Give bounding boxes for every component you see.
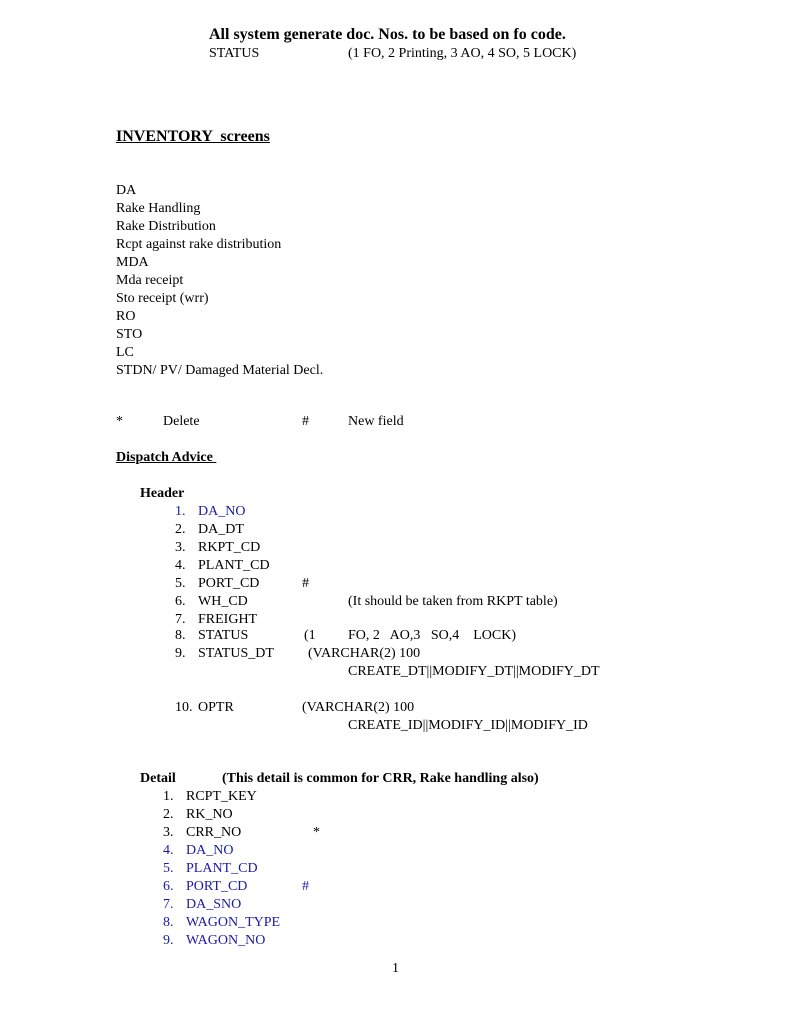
status-values: (1 FO, 2 Printing, 3 AO, 4 SO, 5 LOCK)	[348, 46, 577, 61]
field-number: 3.	[163, 825, 174, 840]
field-name: RCPT_KEY	[186, 789, 257, 804]
field-name: RK_NO	[186, 807, 233, 822]
field-name: PLANT_CD	[186, 861, 258, 876]
field-name-status: STATUS	[198, 628, 249, 643]
inventory-screen-item: Sto receipt (wrr)	[116, 291, 209, 306]
detail-section-label: Detail	[140, 771, 176, 786]
inventory-screen-item: RO	[116, 309, 136, 324]
delete-label: Delete	[163, 414, 200, 429]
header-section-label: Header	[140, 486, 185, 501]
field-number: 2.	[175, 522, 186, 537]
field-number: 7.	[163, 897, 174, 912]
field-name: FREIGHT	[198, 612, 258, 627]
new-field-symbol: #	[302, 414, 309, 429]
field-number: 7.	[175, 612, 186, 627]
field-name: CRR_NO	[186, 825, 242, 840]
field-name: PORT_CD	[198, 576, 260, 591]
field-number: 1.	[175, 504, 186, 519]
delete-marker: *	[313, 825, 320, 840]
field-name: DA_SNO	[186, 897, 242, 912]
inventory-screen-item: DA	[116, 183, 137, 198]
new-field-marker: #	[302, 879, 309, 894]
field-name: DA_DT	[198, 522, 244, 537]
inventory-screen-item: LC	[116, 345, 134, 360]
new-field-label: New field	[348, 414, 404, 429]
field-number: 8.	[175, 628, 186, 643]
field-name: DA_NO	[186, 843, 234, 858]
field-number: 4.	[175, 558, 186, 573]
detail-note: (This detail is common for CRR, Rake handling also)	[222, 771, 539, 786]
inventory-heading: INVENTORY screens	[116, 128, 270, 145]
new-field-marker: #	[302, 576, 309, 591]
field-number: 1.	[163, 789, 174, 804]
status-dt-type: (VARCHAR(2) 100	[308, 646, 421, 661]
field-number: 10.	[175, 700, 193, 715]
status-open: (1	[304, 628, 316, 643]
inventory-screen-item: STDN/ PV/ Damaged Material Decl.	[116, 363, 324, 378]
inventory-screen-item: Rcpt against rake distribution	[116, 237, 282, 252]
status-values-detail: FO, 2 AO,3 SO,4 LOCK)	[348, 628, 517, 643]
document-title: All system generate doc. Nos. to be based on fo code.	[209, 26, 566, 43]
field-number: 5.	[163, 861, 174, 876]
optr-expression: CREATE_ID||MODIFY_ID||MODIFY_ID	[348, 718, 588, 733]
field-number: 5.	[175, 576, 186, 591]
field-number: 6.	[175, 594, 186, 609]
field-name-optr: OPTR	[198, 700, 234, 715]
inventory-screen-item: STO	[116, 327, 143, 342]
field-note: (It should be taken from RKPT table)	[348, 594, 558, 609]
status-dt-expression: CREATE_DT||MODIFY_DT||MODIFY_DT	[348, 664, 600, 679]
dispatch-advice-heading: Dispatch Advice	[116, 450, 213, 465]
delete-symbol: *	[116, 414, 123, 429]
field-name: WH_CD	[198, 594, 248, 609]
field-name-status-dt: STATUS_DT	[198, 646, 274, 661]
field-name: WAGON_TYPE	[186, 915, 281, 930]
field-number: 8.	[163, 915, 174, 930]
field-name: DA_NO	[198, 504, 246, 519]
inventory-screen-item: Mda receipt	[116, 273, 184, 288]
inventory-screen-item: Rake Handling	[116, 201, 201, 216]
optr-type: (VARCHAR(2) 100	[302, 700, 415, 715]
inventory-screen-item: MDA	[116, 255, 149, 270]
field-number: 3.	[175, 540, 186, 555]
field-number: 9.	[163, 933, 174, 948]
page-number: 1	[392, 961, 399, 976]
field-name: PORT_CD	[186, 879, 248, 894]
field-name: WAGON_NO	[186, 933, 266, 948]
field-name: PLANT_CD	[198, 558, 270, 573]
field-number: 2.	[163, 807, 174, 822]
status-label: STATUS	[209, 46, 260, 61]
inventory-screen-item: Rake Distribution	[116, 219, 216, 234]
field-number: 9.	[175, 646, 186, 661]
field-name: RKPT_CD	[198, 540, 261, 555]
field-number: 6.	[163, 879, 174, 894]
field-number: 4.	[163, 843, 174, 858]
